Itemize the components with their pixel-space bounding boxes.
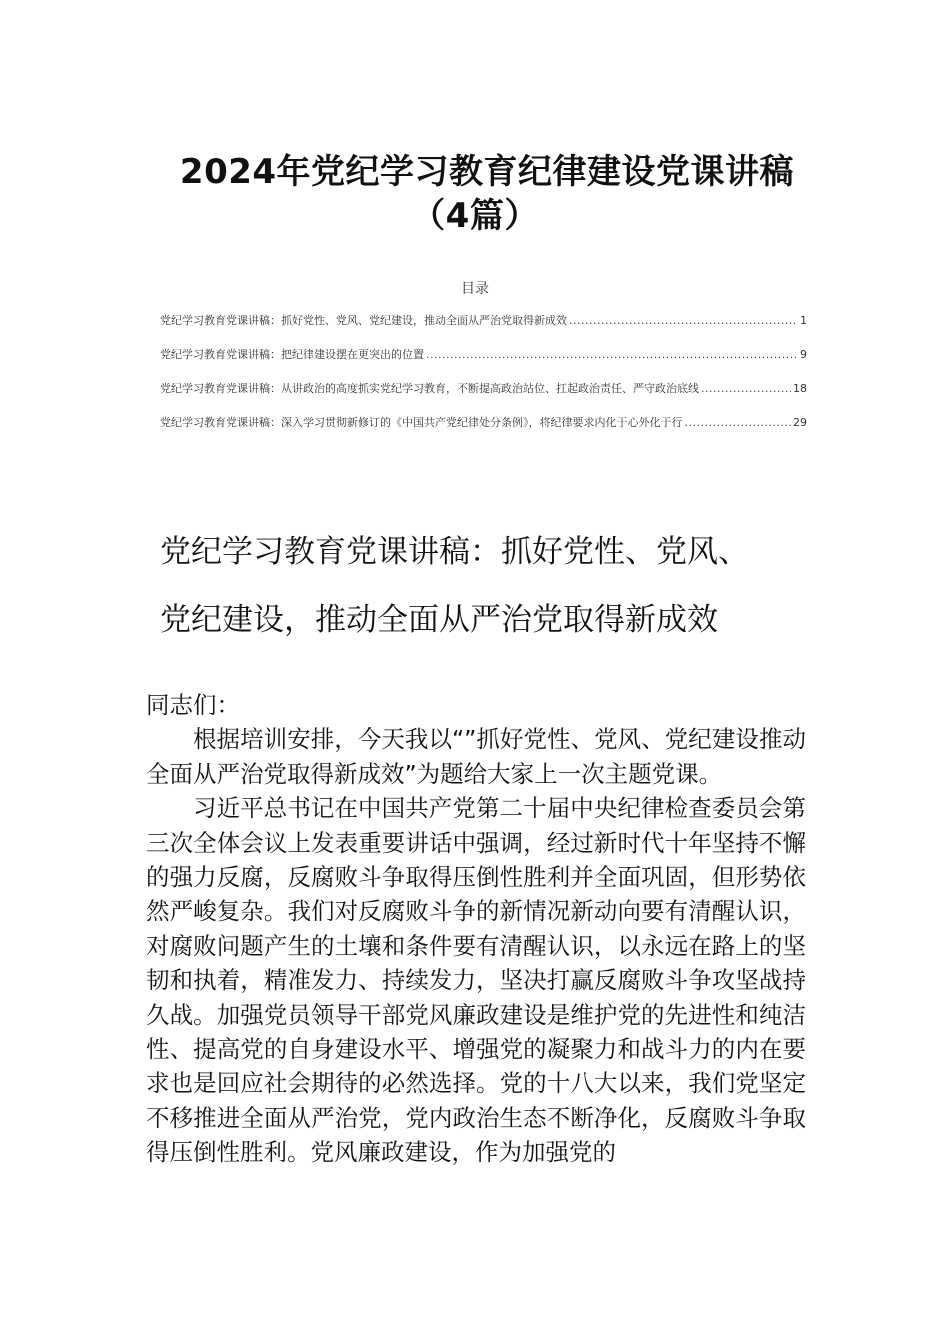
document-title-line-1: 2024年党纪学习教育纪律建设党课讲稿 xyxy=(179,152,795,192)
body-text xyxy=(146,688,806,1170)
toc-entry-text: 党纪学习教育党课讲稿：把纪律建设摆在更突出的位置 xyxy=(160,348,424,361)
document-title-line-2: （4篇） xyxy=(411,196,539,236)
section-title-line-1: 党纪学习教育党课讲稿：抓好党性、党风、 xyxy=(160,534,749,570)
toc-entry-1[interactable] xyxy=(160,312,807,346)
salutation: 同志们： xyxy=(146,691,240,719)
toc-page-number: 18 xyxy=(793,382,807,395)
toc-leader-dots xyxy=(569,314,798,327)
paragraph-1: 根据培训安排，今天我以“”抓好党性、党风、党纪建设推动全面从严治党取得新成效”为题给大家上一次主题党课。 xyxy=(146,725,806,788)
toc-heading: 目录 xyxy=(461,281,489,297)
toc-entry-text: 党纪学习教育党课讲稿：深入学习贯彻新修订的《中国共产党纪律处分条例》，将纪律要求内化于心外化于行 xyxy=(160,416,683,429)
toc-page-number: 9 xyxy=(800,348,807,361)
toc-entry-2[interactable] xyxy=(160,346,807,380)
section-title-line-2: 党纪建设，推动全面从严治党取得新成效 xyxy=(160,602,718,638)
toc-leader-dots xyxy=(426,348,798,361)
paragraph-2: 习近平总书记在中国共产党第二十届中央纪律检查委员会第三次全体会议上发表重要讲话中强调，经过新时代十年坚持不懈的强力反腐，反腐败斗争取得压倒性胜利并全面巩固，但形势依然严峻复杂。我们对反腐败斗争的新情况新动向要有清醒认识，对腐败问题产生的土壤和条件要有清醒认识，以永远在路上的坚韧和执着，精准发力、持续发力，坚决打赢反腐败斗争攻坚战持久战。加强党员领导干部党风廉政建设是维护党的先进性和纯洁性、提高党的自身建设水平、增强党的凝聚力和战斗力的内在要求也是回应社会期待的必然选择。党的十八大以来，我们党坚定不移推进全面从严治党，党内政治生态不断净化，反腐败斗争取得压倒性胜利。党风廉政建设，作为加强党的 xyxy=(146,794,806,1167)
toc-entry-3[interactable] xyxy=(160,380,807,414)
table-of-contents xyxy=(160,312,807,448)
toc-entry-text: 党纪学习教育党课讲稿：抓好党性、党风、党纪建设，推动全面从严治党取得新成效 xyxy=(160,314,567,327)
toc-leader-dots xyxy=(701,382,791,395)
toc-page-number: 29 xyxy=(793,416,807,429)
toc-entry-text: 党纪学习教育党课讲稿：从讲政治的高度抓实党纪学习教育，不断提高政治站位、扛起政治责任、严守政治底线 xyxy=(160,382,699,395)
toc-entry-4[interactable] xyxy=(160,414,807,448)
toc-leader-dots xyxy=(685,416,792,429)
toc-page-number: 1 xyxy=(800,314,807,327)
